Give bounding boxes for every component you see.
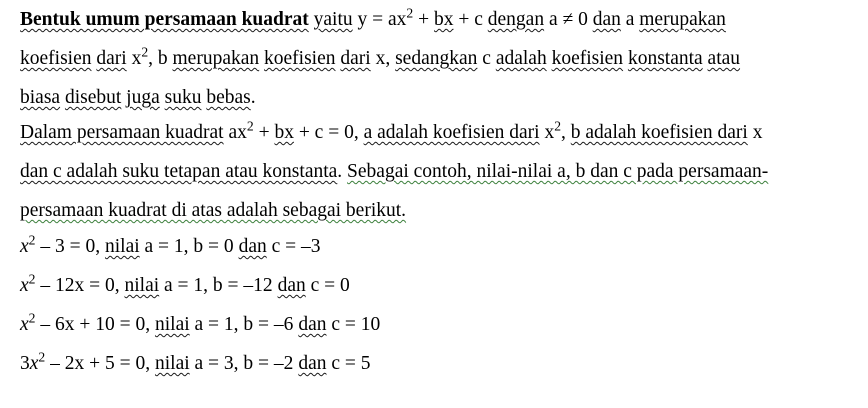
text-run: . <box>337 161 348 182</box>
equation: – 3 = 0, <box>35 236 105 257</box>
word: konstanta <box>627 48 703 69</box>
heading-text: Bentuk umum persamaan kuadrat <box>20 9 309 30</box>
word: dari <box>340 48 371 69</box>
superscript: 2 <box>28 310 36 326</box>
example-line-1 <box>20 232 321 259</box>
values: a = 3, b = –2 <box>189 353 299 374</box>
word: bx <box>274 122 294 143</box>
word: dan <box>238 236 267 257</box>
values: c = 10 <box>326 314 381 335</box>
variable: x <box>20 275 29 296</box>
text-run: a <box>620 9 640 30</box>
word: dan <box>277 275 306 296</box>
text-run: . <box>250 87 256 108</box>
paragraph-2-line-1 <box>20 118 763 145</box>
superscript: 2 <box>246 118 254 134</box>
values: a = 1, b = –6 <box>189 314 299 335</box>
text-run: , b <box>148 48 173 69</box>
word: koefisien <box>20 48 92 69</box>
word: koefisien <box>551 48 624 69</box>
word: yaitu <box>313 9 353 30</box>
word: sedangkan <box>395 48 478 69</box>
coefficient: 3 <box>20 353 30 374</box>
phrase: a adalah koefisien dari <box>363 122 540 143</box>
math-run: x <box>747 122 763 143</box>
superscript: 2 <box>554 118 562 134</box>
phrase: Sebagai contoh, nilai-nilai a, b dan c pada persamaan- <box>347 161 769 182</box>
values: c = –3 <box>266 236 321 257</box>
word: disebut <box>64 87 122 108</box>
math-run: + c = 0, <box>293 122 364 143</box>
values: a = 1, b = –12 <box>159 275 278 296</box>
word: nilai <box>124 275 160 296</box>
example-line-4 <box>20 349 371 376</box>
math-run: ax <box>223 122 247 143</box>
paragraph-1-line-3 <box>20 86 256 110</box>
word: dan <box>298 353 327 374</box>
word: bebas <box>206 87 251 108</box>
math-run: + <box>253 122 275 143</box>
word: merupakan <box>172 48 260 69</box>
text-run: , <box>561 122 571 143</box>
example-line-2 <box>20 271 350 298</box>
paragraph-2-line-3 <box>20 199 406 223</box>
superscript: 2 <box>141 44 149 60</box>
word: biasa <box>20 87 61 108</box>
word: koefisien <box>264 48 336 69</box>
math-run: x <box>539 122 555 143</box>
text-run: x, <box>370 48 396 69</box>
math-run: + <box>413 9 434 30</box>
word: bx <box>434 9 454 30</box>
word: atau <box>707 48 741 69</box>
word: adalah <box>495 48 547 69</box>
equation: – 2x + 5 = 0, <box>45 353 155 374</box>
math-run: + c <box>453 9 488 30</box>
values: a = 1, b = 0 <box>139 236 239 257</box>
paragraph-1-line-1 <box>20 5 726 32</box>
values: c = 5 <box>326 353 371 374</box>
word: nilai <box>104 236 140 257</box>
word: dengan <box>487 9 545 30</box>
phrase: dan c adalah suku tetapan atau konstanta <box>20 161 338 182</box>
example-line-3 <box>20 310 381 337</box>
equation: – 6x + 10 = 0, <box>35 314 155 335</box>
variable: x <box>20 314 29 335</box>
math-run: a ≠ 0 <box>544 9 593 30</box>
word: dan <box>298 314 327 335</box>
phrase: persamaan kuadrat di atas adalah sebagai berikut. <box>20 200 407 221</box>
math-run: x <box>126 48 142 69</box>
word: dari <box>96 48 127 69</box>
word: merupakan <box>639 9 726 30</box>
word: suku <box>164 87 202 108</box>
variable: x <box>20 236 29 257</box>
word: juga <box>126 87 160 108</box>
text-run: c <box>477 48 496 69</box>
word: nilai <box>154 353 190 374</box>
superscript: 2 <box>38 349 46 365</box>
superscript: 2 <box>28 271 36 287</box>
word: nilai <box>154 314 190 335</box>
superscript: 2 <box>28 232 36 248</box>
math-run: y = ax <box>352 9 407 30</box>
equation: – 12x = 0, <box>35 275 125 296</box>
phrase: b adalah koefisien dari <box>570 122 748 143</box>
variable: x <box>29 353 39 374</box>
superscript: 2 <box>406 5 414 21</box>
values: c = 0 <box>305 275 350 296</box>
word: dan <box>592 9 621 30</box>
phrase: Dalam persamaan kuadrat <box>20 122 224 143</box>
paragraph-2-line-2 <box>20 160 768 184</box>
paragraph-1-line-2 <box>20 44 741 71</box>
